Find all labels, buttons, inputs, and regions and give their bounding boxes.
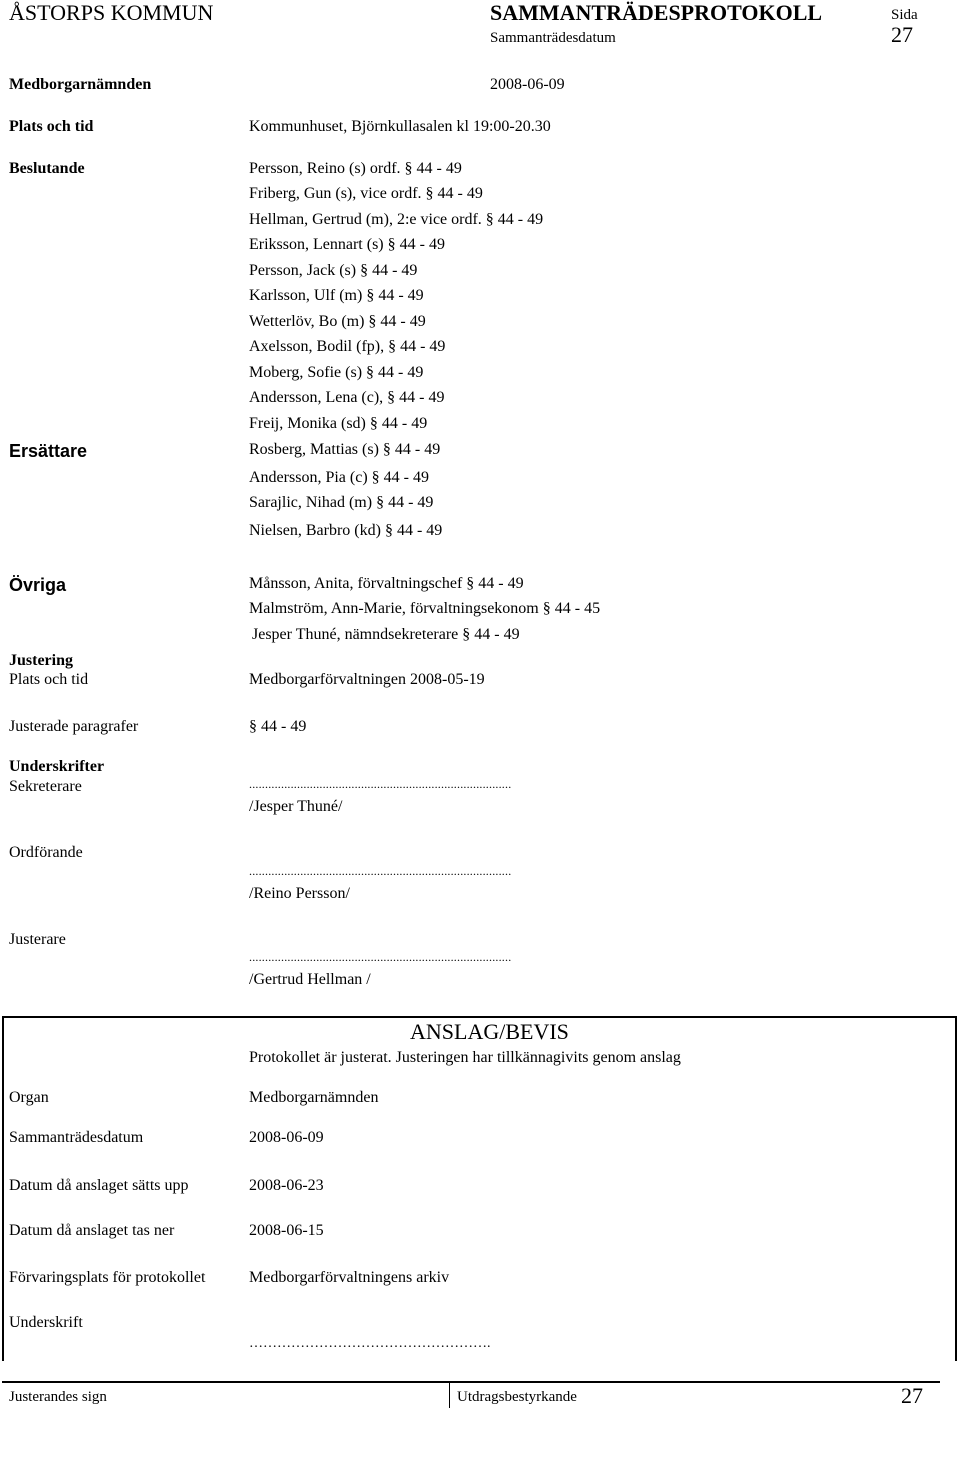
notice-signature-line: …………………………………………….: [249, 1336, 491, 1351]
document-title: SAMMANTRÄDESPROTOKOLL: [490, 0, 823, 25]
municipality-name: ÅSTORPS KOMMUN: [9, 0, 214, 25]
secretary-signature-line: ..................................................................................: [249, 777, 512, 791]
decision-maker: Persson, Jack (s) § 44 - 49: [249, 262, 418, 279]
notice-row-label: Datum då anslaget sätts upp: [9, 1177, 189, 1194]
notice-title: ANSLAG/BEVIS: [410, 1019, 569, 1044]
adjustment-place-label: Plats och tid: [9, 671, 89, 688]
place-label: Plats och tid: [9, 118, 94, 135]
substitute: Nielsen, Barbro (kd) § 44 - 49: [249, 522, 443, 539]
notice-row-value: 2008-06-23: [249, 1177, 324, 1194]
footer-sign-label: Justerandes sign: [9, 1389, 107, 1405]
secretary-name: /Jesper Thuné/: [249, 798, 343, 815]
adjuster-signature-line: ..................................................................................: [249, 950, 512, 964]
other-attendee: Jesper Thuné, nämndsekreterare § 44 - 49: [252, 626, 520, 643]
substitutes-label: Ersättare: [9, 441, 88, 461]
notice-row-label: Datum då anslaget tas ner: [9, 1222, 175, 1239]
page-number: 27: [891, 22, 913, 47]
notice-row-label: Sammanträdesdatum: [9, 1129, 144, 1146]
notice-row-value: 2008-06-09: [249, 1129, 324, 1146]
adjustment-label: Justering: [9, 652, 73, 669]
decision-maker: Friberg, Gun (s), vice ordf. § 44 - 49: [249, 185, 483, 202]
decision-maker: Karlsson, Ulf (m) § 44 - 49: [249, 287, 424, 304]
decision-maker: Hellman, Gertrud (m), 2:e vice ordf. § 44 - 49: [249, 211, 544, 228]
notice-row-label: Förvaringsplats för protokollet: [9, 1269, 206, 1286]
adjuster-name: /Gertrud Hellman /: [249, 971, 371, 988]
others-label: Övriga: [9, 575, 67, 595]
notice-row-value: Medborgarförvaltningens arkiv: [249, 1269, 450, 1286]
decision-makers-label: Beslutande: [9, 160, 85, 177]
other-attendee: Malmström, Ann-Marie, förvaltningsekonom § 44 - 45: [249, 600, 601, 617]
decision-maker: Andersson, Lena (c), § 44 - 49: [249, 389, 445, 406]
decision-maker: Eriksson, Lennart (s) § 44 - 49: [249, 236, 445, 253]
notice-row-value: 2008-06-15: [249, 1222, 324, 1239]
page-label: Sida: [891, 7, 918, 23]
adjuster-label: Justerare: [9, 931, 66, 948]
decision-maker: Wetterlöv, Bo (m) § 44 - 49: [249, 313, 426, 330]
substitute: Sarajlic, Nihad (m) § 44 - 49: [249, 494, 434, 511]
footer-divider: [2, 1381, 940, 1383]
meeting-date-label: Sammanträdesdatum: [490, 30, 616, 46]
other-attendee: Månsson, Anita, förvaltningschef § 44 - 49: [249, 575, 524, 592]
notice-row-label: Underskrift: [9, 1314, 83, 1331]
notice-row-value: Medborgarnämnden: [249, 1089, 379, 1106]
secretary-label: Sekreterare: [9, 778, 82, 795]
decision-maker: Freij, Monika (sd) § 44 - 49: [249, 415, 428, 432]
decision-maker: Moberg, Sofie (s) § 44 - 49: [249, 364, 424, 381]
decision-maker: Axelsson, Bodil (fp), § 44 - 49: [249, 338, 446, 355]
place-value: Kommunhuset, Björnkullasalen kl 19:00-20.30: [249, 118, 551, 135]
footer-separator: [449, 1383, 450, 1408]
chair-signature-line: ..................................................................................: [249, 864, 512, 878]
notice-row-label: Organ: [9, 1089, 49, 1106]
decision-maker: Persson, Reino (s) ordf. § 44 - 49: [249, 160, 462, 177]
footer-page-number: 27: [901, 1383, 923, 1408]
adjusted-paragraphs-value: § 44 - 49: [249, 718, 307, 735]
chair-name: /Reino Persson/: [249, 885, 350, 902]
committee-name: Medborgarnämnden: [9, 76, 152, 93]
notice-subtitle: Protokollet är justerat. Justeringen har tillkännagivits genom anslag: [249, 1049, 681, 1066]
footer-certified-label: Utdragsbestyrkande: [457, 1389, 577, 1405]
substitute: Andersson, Pia (c) § 44 - 49: [249, 469, 429, 486]
adjusted-paragraphs-label: Justerade paragrafer: [9, 718, 139, 735]
meeting-date: 2008-06-09: [490, 76, 565, 93]
signatures-label: Underskrifter: [9, 758, 105, 775]
substitute: Rosberg, Mattias (s) § 44 - 49: [249, 441, 441, 458]
adjustment-place-value: Medborgarförvaltningen 2008-05-19: [249, 671, 485, 688]
chair-label: Ordförande: [9, 844, 83, 861]
